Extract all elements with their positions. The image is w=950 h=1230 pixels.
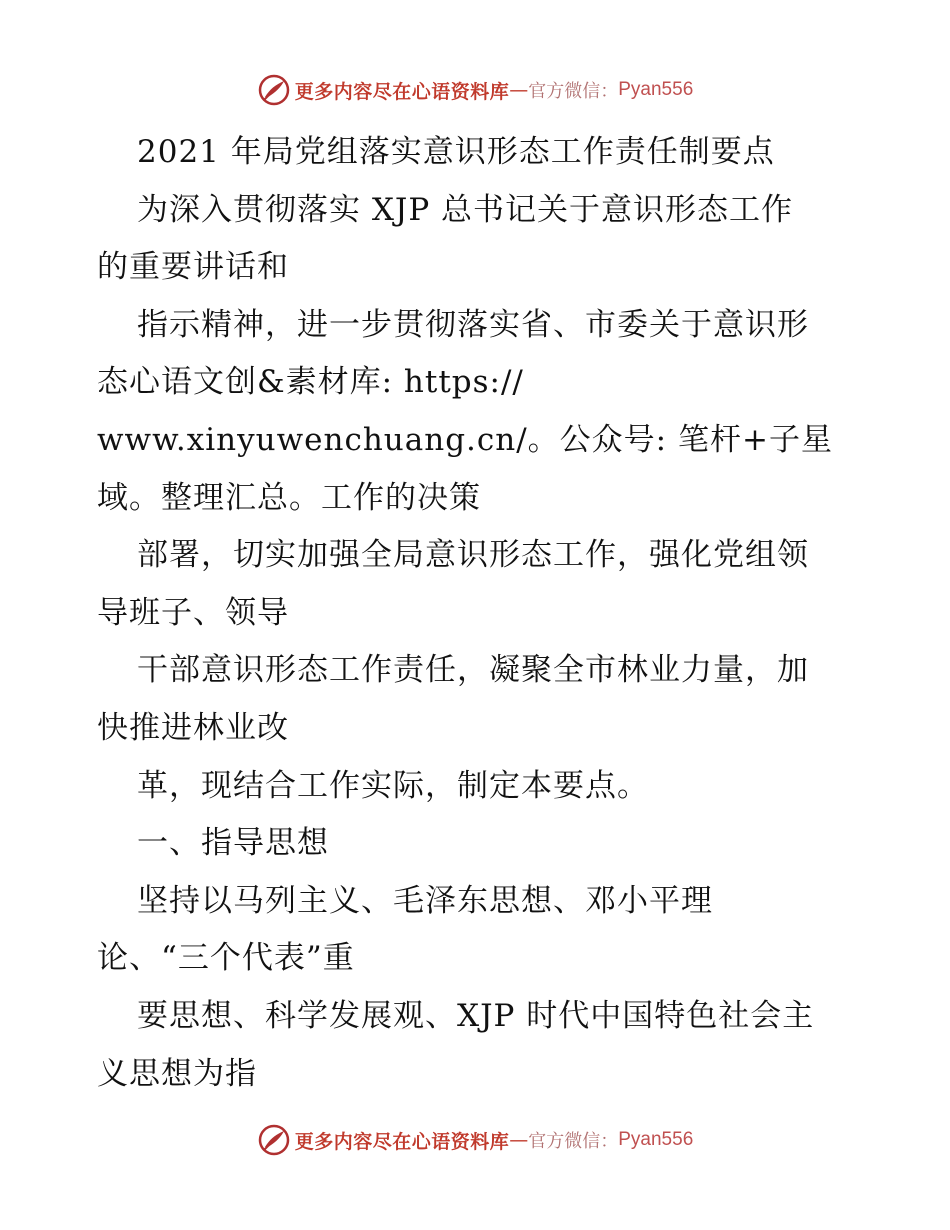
paragraph-line: 论、“三个代表”重 (97, 940, 355, 977)
paragraph-line: 要思想、科学发展观、XJP 时代中国特色社会主 (137, 997, 815, 1034)
header-watermark-banner (0, 70, 950, 110)
banner-separator: — (509, 79, 529, 101)
document-title: 2021 年局党组落实意识形态工作责任制要点 (137, 134, 775, 170)
paragraph-line: 革，现结合工作实际，制定本要点。 (137, 767, 649, 804)
banner-wechat-id: Pyan556 (618, 79, 694, 100)
paragraph-line: 为深入贯彻落实 XJP 总书记关于意识形态工作 (137, 191, 794, 228)
banner-separator: — (509, 1129, 529, 1151)
banner-main-text: 更多内容尽在心语资料库 (294, 80, 510, 103)
banner-wechat-id: Pyan556 (618, 1129, 694, 1150)
paragraph-line: www.xinyuwenchuang.cn/。公众号: 笔杆+子星 (97, 421, 833, 458)
banner-wechat-label: 官方微信： (528, 81, 619, 102)
paragraph-line: 导班子、领导 (97, 594, 289, 631)
banner-wechat-label: 官方微信： (528, 1131, 619, 1152)
feather-pen-logo-icon (257, 73, 291, 107)
paragraph-line: 域。整理汇总。工作的决策 (97, 479, 481, 516)
paragraph-line: 部署，切实加强全局意识形态工作，强化党组领 (137, 537, 809, 574)
feather-pen-logo-icon (257, 1123, 291, 1157)
paragraph-line: 指示精神，进一步贯彻落实省、市委关于意识形 (137, 306, 809, 343)
paragraph-line: 义思想为指 (97, 1055, 257, 1092)
section-heading: 一、指导思想 (137, 825, 329, 862)
paragraph-line: 态心语文创&素材库: https:// (97, 364, 524, 401)
document-body (97, 124, 877, 1103)
paragraph-line: 的重要讲话和 (97, 249, 289, 286)
banner-main-text: 更多内容尽在心语资料库 (294, 1130, 510, 1153)
footer-watermark-banner (0, 1120, 950, 1160)
paragraph-line: 坚持以马列主义、毛泽东思想、邓小平理 (137, 882, 713, 919)
paragraph-line: 快推进林业改 (97, 709, 289, 746)
paragraph-line: 干部意识形态工作责任，凝聚全市林业力量，加 (137, 652, 809, 689)
